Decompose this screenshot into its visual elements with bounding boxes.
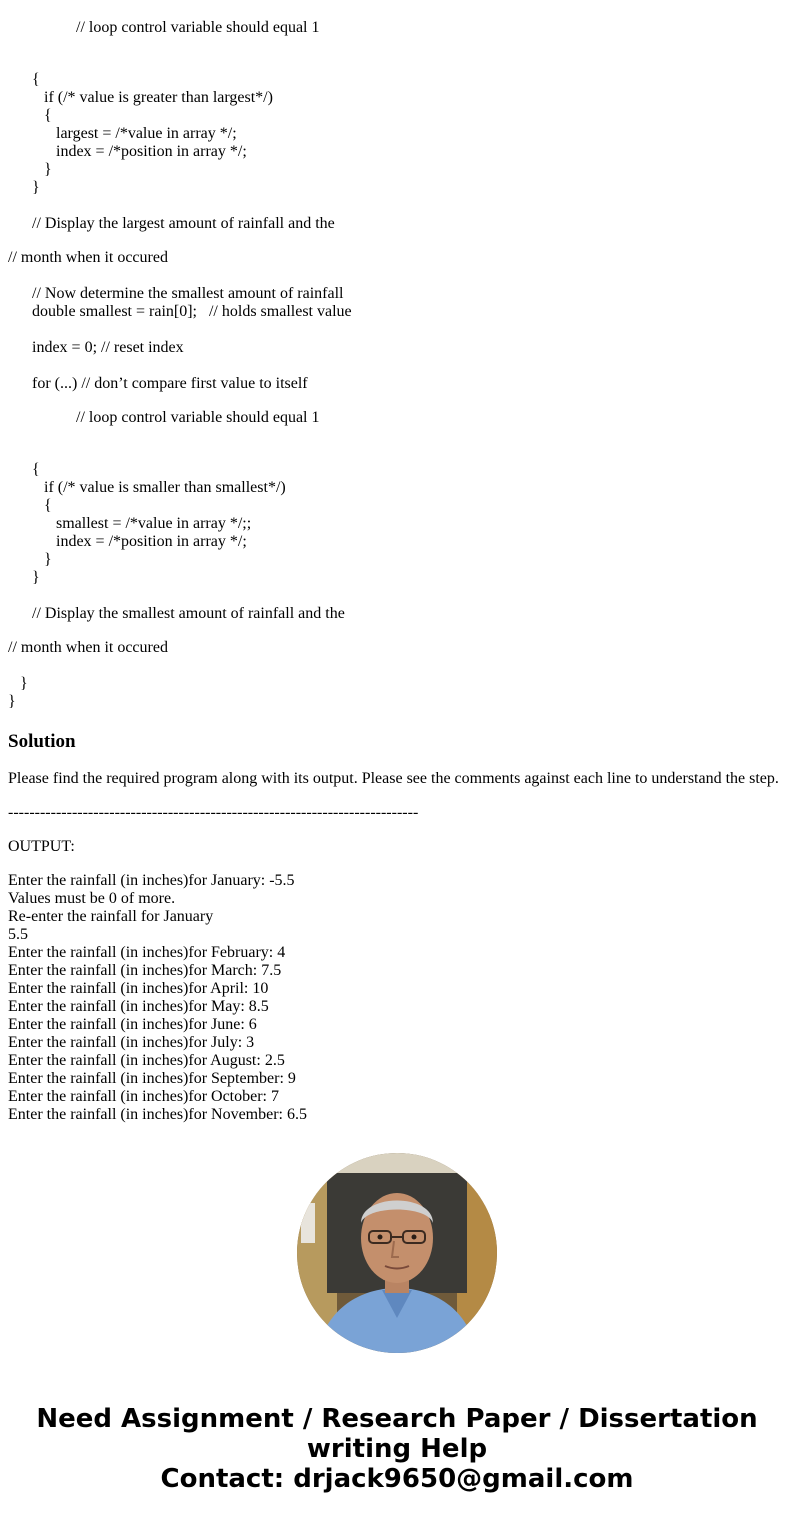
code-line: index = /*position in array */; (8, 143, 247, 160)
output-label: OUTPUT: (8, 838, 75, 855)
code-line: } (8, 693, 16, 710)
code-line: for (...) // don’t compare first value to itself (8, 375, 308, 392)
output-line: Enter the rainfall (in inches)for September: 9 (8, 1070, 296, 1087)
output-line: Enter the rainfall (in inches)for February: 4 (8, 944, 286, 961)
output-line: Re-enter the rainfall for January (8, 908, 214, 925)
output-line: Enter the rainfall (in inches)for August: 2.5 (8, 1052, 285, 1069)
output-line: Enter the rainfall (in inches)for May: 8.5 (8, 998, 269, 1015)
code-line: index = /*position in array */; (8, 533, 247, 550)
code-line: { (8, 461, 40, 478)
code-line: // month when it occured (8, 639, 168, 656)
code-line: // Display the largest amount of rainfall and the (8, 215, 335, 232)
output-line: Enter the rainfall (in inches)for January: -5.5 (8, 872, 295, 889)
code-line: } (8, 161, 52, 178)
code-line: { (8, 107, 52, 124)
code-line: // Display the smallest amount of rainfall and the (8, 605, 345, 622)
code-line: if (/* value is greater than largest*/) (8, 89, 273, 106)
output-line: Enter the rainfall (in inches)for July: 3 (8, 1034, 255, 1051)
code-line: if (/* value is smaller than smallest*/) (8, 479, 286, 496)
code-line: double smallest = rain[0]; // holds smallest value (8, 303, 352, 320)
code-line: } (8, 569, 40, 586)
output-line: Enter the rainfall (in inches)for April: 10 (8, 980, 269, 997)
code-line: smallest = /*value in array */;; (8, 515, 252, 532)
output-line: Values must be 0 of more. (8, 890, 176, 907)
divider-line: ----------------------------------------------------------------------------- (8, 804, 419, 821)
output-line: Enter the rainfall (in inches)for June: 6 (8, 1016, 257, 1033)
solution-heading: Solution (8, 731, 76, 752)
code-line: { (8, 497, 52, 514)
avatar (297, 1153, 497, 1353)
code-line: // loop control variable should equal 1 (8, 409, 320, 426)
solution-intro: Please find the required program along with its output. Please see the comments against each line to understand the step. (8, 770, 779, 787)
promo-contact: Contact: drjack9650@gmail.com (160, 1464, 634, 1494)
code-line: } (8, 551, 52, 568)
code-line: largest = /*value in array */; (8, 125, 237, 142)
code-line: { (8, 71, 40, 88)
promo-line-1: Need Assignment / Research Paper / Dissertation (36, 1404, 758, 1434)
code-line: // month when it occured (8, 249, 168, 266)
code-line: } (8, 675, 28, 692)
code-line: } (8, 179, 40, 196)
avatar-portrait-image (297, 1153, 497, 1353)
output-line: Enter the rainfall (in inches)for November: 6.5 (8, 1106, 307, 1123)
output-line: Enter the rainfall (in inches)for March: 7.5 (8, 962, 282, 979)
output-line: 5.5 (8, 926, 28, 943)
promo-line-2: writing Help (306, 1434, 488, 1464)
code-line: index = 0; // reset index (8, 339, 184, 356)
code-line: // loop control variable should equal 1 (8, 19, 320, 36)
code-line: // Now determine the smallest amount of rainfall (8, 285, 344, 302)
output-line: Enter the rainfall (in inches)for October: 7 (8, 1088, 279, 1105)
